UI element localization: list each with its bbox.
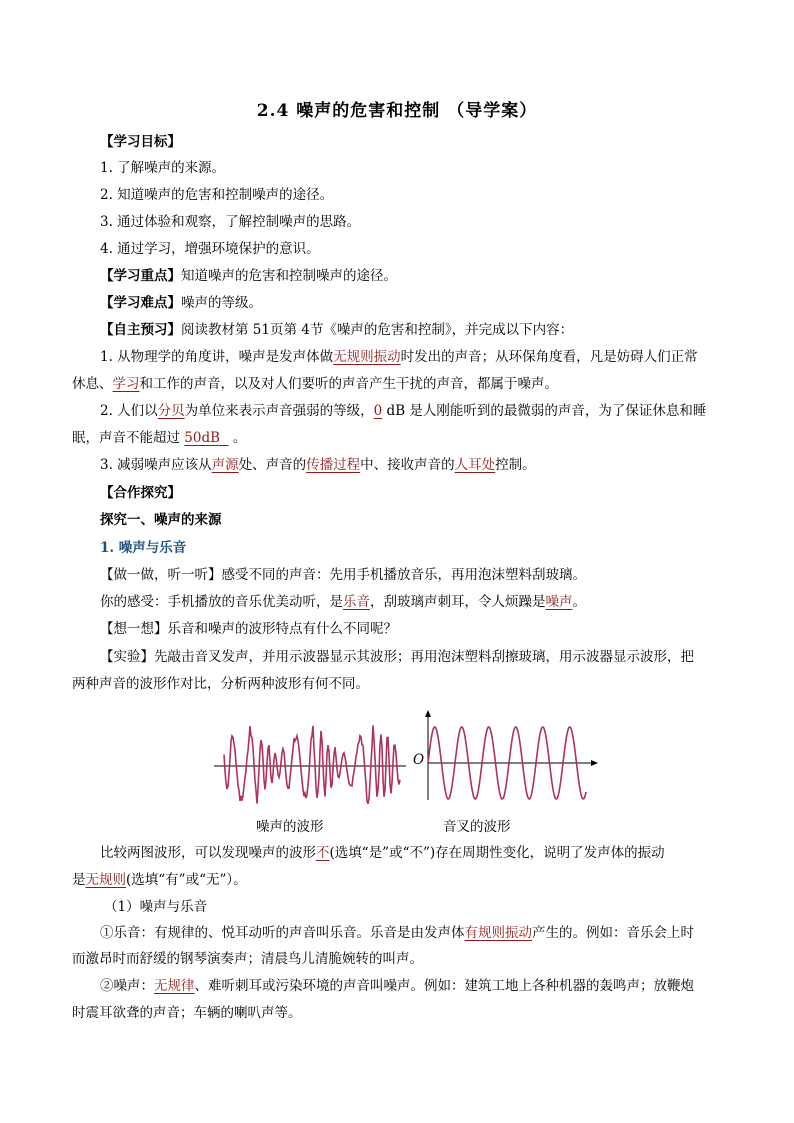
- answer: 无规则振动: [333, 349, 401, 365]
- answer: 学习: [112, 376, 140, 392]
- answer: 无规则: [85, 872, 126, 888]
- difficulty: [100, 292, 720, 314]
- music-line2: 而激昂时而舒缓的钢琴演奏声；清晨鸟儿清脆婉转的叫声。: [72, 951, 423, 967]
- text: 。: [228, 430, 247, 446]
- text: 处、声音的: [238, 457, 307, 473]
- compare-line1: [100, 842, 720, 864]
- answer: 0: [373, 403, 383, 419]
- preview: [100, 319, 720, 341]
- preview-label: 【自主预习】: [100, 322, 181, 338]
- text: (选填“有”或“无”）。: [126, 872, 247, 888]
- goals-heading: 【学习目标】: [100, 134, 181, 150]
- section-1: （1）噪声与乐音: [104, 899, 208, 915]
- text: 3. 减弱噪声应该从: [100, 457, 212, 473]
- answer: 人耳处: [454, 457, 496, 473]
- text: 眠，声音不能超过: [72, 430, 185, 446]
- answer: 传播过程: [306, 457, 361, 473]
- text: (选填“是”或“不”)存在周期性变化，说明了发声体的振动: [329, 845, 665, 861]
- answer: 无规律: [154, 978, 195, 994]
- preview-q3: [100, 454, 720, 476]
- explore1-heading: 探究一、噪声的来源: [100, 512, 222, 528]
- text: 是: [72, 872, 86, 888]
- text: ，刮玻璃声刺耳，令人烦躁是: [370, 594, 546, 610]
- answer: 噪声: [545, 594, 573, 610]
- experiment-label: 【实验】: [100, 649, 154, 665]
- preview-q2-line1: [100, 400, 720, 422]
- text: 1. 从物理学的角度讲，噪声是发声体做: [100, 349, 334, 365]
- goal-item: 4. 通过学习，增强环境保护的意识。: [100, 241, 320, 257]
- cooperate-heading: 【合作探究】: [100, 485, 181, 501]
- preview-q1-line1: [100, 346, 720, 368]
- goal-item: 1. 了解噪声的来源。: [100, 160, 226, 176]
- experiment-line2: 两种声音的波形作对比，分析两种波形有何不同。: [72, 676, 369, 692]
- difficulty-label: 【学习难点】: [100, 295, 181, 311]
- music-line1: [100, 922, 720, 944]
- answer: 分贝: [157, 403, 185, 419]
- think-text: 乐音和噪声的波形特点有什么不同呢？: [167, 621, 397, 637]
- try-text: 感受不同的声音：先用手机播放音乐，再用泡沫塑料刮玻璃。: [221, 567, 586, 583]
- goal-item: 2. 知道噪声的危害和控制噪声的途径。: [100, 187, 334, 203]
- text: 产生的。例如：音乐会上时: [532, 925, 694, 941]
- difficulty-text: 噪声的等级。: [181, 295, 262, 311]
- noise-caption: 噪声的波形: [256, 819, 324, 835]
- text: 和工作的声音，以及对人们要听的声音产生干扰的声音，都属于噪声。: [139, 376, 558, 392]
- think-line: [100, 618, 720, 640]
- preview-q2-line2: [72, 427, 692, 449]
- noise-line2: 时震耳欲聋的声音；车辆的喇叭声等。: [72, 1005, 302, 1021]
- origin-label: O: [413, 752, 425, 768]
- preview-text: 阅读教材第 51页第 4节《噪声的危害和控制》，并完成以下内容：: [181, 322, 574, 338]
- text: 比较两图波形，可以发现噪声的波形: [100, 845, 316, 861]
- text: 休息、: [72, 376, 113, 392]
- page-title: 2.4 噪声的危害和控制 （导学案）: [256, 101, 538, 121]
- noise-waveform-figure: [214, 712, 406, 804]
- key-point: [100, 265, 720, 287]
- text: 2. 人们以: [100, 403, 158, 419]
- answer: 不: [316, 845, 330, 861]
- key-point-label: 【学习重点】: [100, 268, 181, 284]
- text: 中、接收声音的: [360, 457, 455, 473]
- text: 时发出的声音；从环保角度看，凡是妨碍人们正常: [400, 349, 698, 365]
- try-label: 【做一做，听一听】: [100, 567, 222, 583]
- text: 控制。: [495, 457, 536, 473]
- key-point-text: 知道噪声的危害和控制噪声的途径。: [181, 268, 397, 284]
- answer: 50dB: [184, 430, 229, 446]
- noise-line1: [100, 975, 720, 997]
- preview-q1-line2: [72, 373, 692, 395]
- answer: 乐音: [343, 594, 370, 610]
- text: 、难听刺耳或污染环境的声音叫噪声。例如：建筑工地上各种机器的轰鸣声；放鞭炮: [194, 978, 694, 994]
- text: ②噪声：: [100, 978, 154, 994]
- try-line: [100, 564, 720, 586]
- experiment-text: 先敲击音叉发声，并用示波器显示其波形；再用泡沫塑料刮擦玻璃，用示波器显示波形，把: [154, 649, 694, 665]
- compare-line2: [72, 869, 692, 891]
- noise-wave: [224, 725, 400, 804]
- text: 。: [572, 594, 586, 610]
- text: 为单位来表示声音强弱的等级，: [184, 403, 374, 419]
- text: 你的感受：手机播放的音乐优美动听，是: [100, 594, 343, 610]
- experiment-line1: [100, 646, 720, 668]
- fork-caption: 音叉的波形: [443, 819, 511, 835]
- goal-item: 3. 通过体验和观察，了解控制噪声的思路。: [100, 214, 361, 230]
- think-label: 【想一想】: [100, 621, 168, 637]
- sub1-heading: 1. 噪声与乐音: [100, 540, 187, 556]
- text: dB 是人刚能听到的最微弱的声音，为了保证休息和睡: [382, 403, 707, 419]
- fork-y-arrow: [425, 710, 431, 717]
- fork-x-arrow: [591, 760, 598, 766]
- answer: 声源: [211, 457, 239, 473]
- text: ①乐音：有规律的、悦耳动听的声音叫乐音。乐音是由发声体: [100, 925, 465, 941]
- feel-line: [100, 591, 720, 613]
- fork-waveform-figure: [410, 708, 600, 804]
- answer: 有规则振动: [464, 925, 532, 941]
